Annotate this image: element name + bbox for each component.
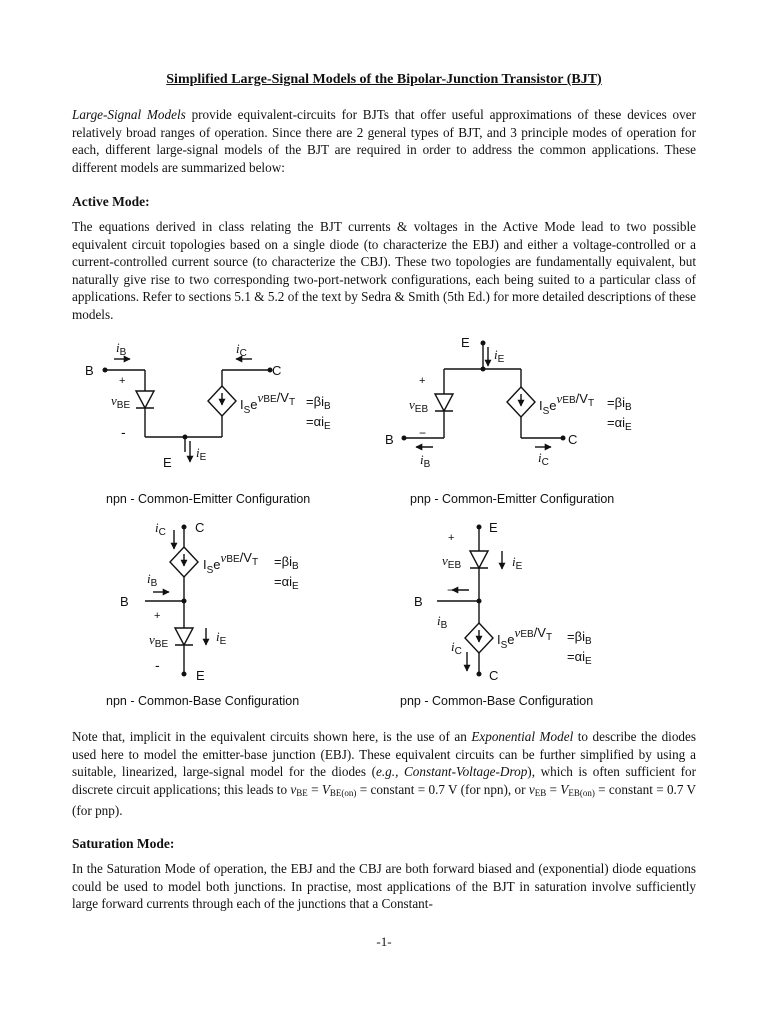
npn-common-base-circuit: [145, 527, 206, 674]
npn-cb-ie: $i_E$: [216, 629, 227, 647]
page-number: -1-: [376, 934, 392, 949]
pnp-cb-source-eq: $I_SevEB/V_T$: [497, 625, 553, 651]
npn-ce-source-eq: $I_SevBE/V_T$: [240, 390, 296, 416]
pnp-cb-ic: $i_C$: [451, 639, 462, 657]
pnp-ce-base-terminal: [402, 436, 407, 441]
pnp-cb-base-node: [477, 599, 482, 604]
pnp-ce-ie: $i_E$: [494, 347, 505, 365]
pnp-ce-alpha: $=\alpha i_E$: [607, 415, 632, 433]
pnp-ce-label-e: E: [461, 335, 470, 350]
caption-pnp-cb: pnp - Common-Base Configuration: [400, 694, 594, 708]
npn-cb-ic: $i_C$: [155, 520, 166, 538]
intro-text: provide equivalent-circuits for BJTs that offer useful approximations of these devices over relatively broad ranges of operation. Since there are 2 general types of BJT, and 3 principle modes of operation for each, different large-signal models of the BJT are required in order to address the common applications. These different models are summarized below:: [72, 107, 696, 175]
pnp-cb-collector-terminal: [477, 672, 482, 677]
pnp-ce-collector-terminal: [561, 436, 566, 441]
pnp-ce-ic: $i_C$: [538, 450, 549, 468]
npn-ce-alpha: $=\alpha i_E$: [306, 414, 331, 432]
npn-ce-minus: -: [121, 424, 126, 440]
pnp-common-base-circuit: [437, 527, 502, 674]
pnp-cb-minus: −: [447, 583, 455, 597]
caption-npn-ce: npn - Common-Emitter Configuration: [106, 492, 311, 506]
pnp-cb-ib: $i_B$: [437, 613, 448, 631]
npn-cb-source-eq: $I_SevBE/V_T$: [203, 550, 259, 576]
npn-ce-plus: +: [119, 375, 126, 387]
npn-cb-alpha: $=\alpha i_E$: [274, 574, 299, 592]
pnp-cb-veb: $v_{EB}$: [442, 553, 462, 571]
pnp-cb-plus: +: [448, 532, 455, 544]
pnp-common-emitter-circuit: [404, 343, 563, 447]
pnp-ce-veb: $v_{EB}$: [409, 397, 429, 415]
npn-cb-vbe: $v_{BE}$: [149, 632, 169, 650]
saturation-mode-paragraph: In the Saturation Mode of operation, the EBJ and the CBJ are both forward biased and (exponential) diode equations could be used to model both junctions. In practise, most applications of the BJT in saturation involve sufficiently large forward currents through each of the junctions that a Constant-: [72, 861, 696, 912]
pnp-ce-source-eq: $I_SevEB/V_T$: [539, 391, 595, 417]
npn-ce-label-c: C: [272, 363, 282, 378]
pnp-cb-emitter-terminal: [477, 525, 482, 530]
pnp-cb-alpha: $=\alpha i_E$: [567, 649, 592, 667]
npn-ce-emitter-node: [183, 435, 188, 440]
npn-ce-label-b: B: [85, 363, 94, 378]
npn-ce-ie: $i_E$: [196, 445, 207, 463]
npn-cb-label-e: E: [196, 668, 205, 683]
npn-ce-ib: $i_B$: [116, 340, 127, 358]
pnp-ce-minus: −: [419, 426, 427, 440]
npn-cb-collector-terminal: [182, 525, 187, 530]
pnp-ce-ib: $i_B$: [420, 452, 431, 470]
npn-cb-emitter-terminal: [182, 672, 187, 677]
pnp-ce-plus: +: [419, 375, 426, 387]
caption-pnp-ce: pnp - Common-Emitter Configuration: [410, 492, 615, 506]
pnp-ce-node: [481, 367, 486, 372]
pnp-ce-label-b: B: [385, 432, 394, 447]
npn-cb-minus: -: [155, 657, 160, 673]
pnp-cb-ie: $i_E$: [512, 554, 523, 572]
npn-ce-ic: $i_C$: [236, 341, 247, 359]
pnp-cb-beta: $=\beta i_B$: [567, 629, 592, 647]
note-paragraph: Note that, implicit in the equivalent circuits shown here, is the use of an Exponential Model to describe the diodes used here to model the emitter-base junction (EBJ). These equivalent circuits can be further simplified by using a suitable, linearized, large-signal model for the diodes (e.g., Constant-Voltage-Drop), which is often sufficient for discrete circuit applications; this leads to $v_{BE} = V_{BE(on)}$ = constant = 0.7 V (for npn), or $v_{EB} = V_{EB(on)}$ = constant = 0.7 V (for pnp).: [72, 729, 697, 819]
npn-cb-base-node: [182, 599, 187, 604]
npn-cb-beta: $=\beta i_B$: [274, 554, 299, 572]
npn-cb-plus: +: [154, 610, 161, 622]
saturation-mode-heading: Saturation Mode:: [72, 836, 175, 851]
pnp-ce-beta: $=\beta i_B$: [607, 395, 632, 413]
pnp-cb-label-c: C: [489, 668, 499, 683]
pnp-cb-label-e: E: [489, 520, 498, 535]
npn-ce-beta: $=\beta i_B$: [306, 394, 331, 412]
caption-npn-cb: npn - Common-Base Configuration: [106, 694, 300, 708]
pnp-ce-label-c: C: [568, 432, 578, 447]
active-mode-paragraph: The equations derived in class relating the BJT currents & voltages in the Active Mode lead to two possible equivalent circuit topologies based on a single diode (to characterize the EBJ) and either a voltage-controlled or a current-controlled current source (to characterize the CBJ). These two topologies are fundamentally equivalent, but naturally give rise to two corresponding two-port-network configurations, each being suited to a particular class of applications. Refer to sections 5.1 & 5.2 of the text by Sedra & Smith (5th Ed.) for more detailed descriptions of these models.: [72, 219, 696, 322]
npn-ce-base-terminal: [103, 368, 108, 373]
npn-cb-ib: $i_B$: [147, 571, 158, 589]
intro-emphasis: Large-Signal Models: [72, 107, 186, 122]
npn-ce-vbe: $v_{BE}$: [111, 393, 131, 411]
active-mode-heading: Active Mode:: [72, 194, 150, 209]
pnp-cb-label-b: B: [414, 594, 423, 609]
npn-cb-label-c: C: [195, 520, 205, 535]
npn-cb-label-b: B: [120, 594, 129, 609]
pnp-ce-emitter-terminal: [481, 341, 486, 346]
npn-ce-label-e: E: [163, 455, 172, 470]
page-title: Simplified Large-Signal Models of the Bipolar-Junction Transistor (BJT): [166, 72, 602, 87]
